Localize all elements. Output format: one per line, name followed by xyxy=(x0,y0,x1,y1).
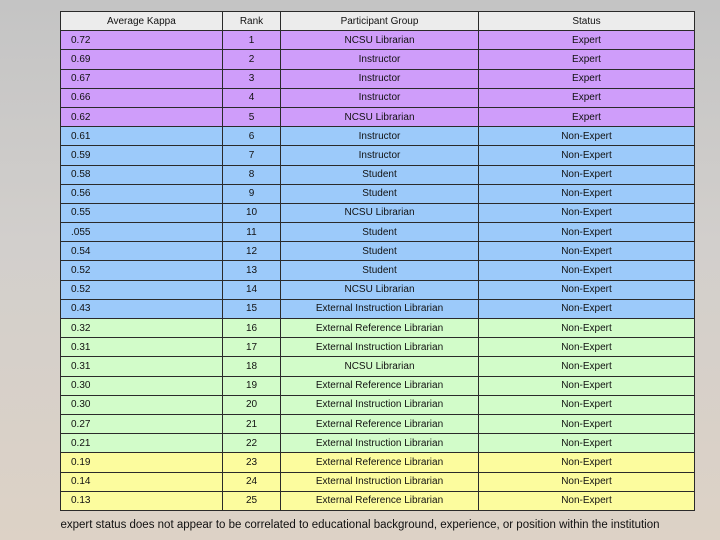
cell-average-kappa: 0.14 xyxy=(61,472,223,491)
cell-rank: 2 xyxy=(223,50,281,69)
cell-rank: 10 xyxy=(223,203,281,222)
cell-average-kappa: 0.19 xyxy=(61,453,223,472)
cell-status: Expert xyxy=(479,50,695,69)
table-row xyxy=(61,319,695,338)
cell-average-kappa: 0.56 xyxy=(61,184,223,203)
cell-rank: 16 xyxy=(223,319,281,338)
cell-rank: 7 xyxy=(223,146,281,165)
cell-average-kappa: 0.31 xyxy=(61,357,223,376)
table-row xyxy=(61,299,695,318)
cell-participant-group: External Reference Librarian xyxy=(281,376,479,395)
cell-participant-group: NCSU Librarian xyxy=(281,203,479,222)
table-row xyxy=(61,31,695,50)
cell-rank: 25 xyxy=(223,491,281,510)
table-row xyxy=(61,69,695,88)
cell-participant-group: External Reference Librarian xyxy=(281,491,479,510)
table-row xyxy=(61,165,695,184)
cell-average-kappa: 0.52 xyxy=(61,261,223,280)
caption-note: expert status does not appear to be correlated to educational background, experience, or position within the institution xyxy=(60,519,660,531)
cell-rank: 21 xyxy=(223,414,281,433)
cell-rank: 19 xyxy=(223,376,281,395)
cell-average-kappa: 0.66 xyxy=(61,88,223,107)
cell-average-kappa: 0.62 xyxy=(61,107,223,126)
cell-participant-group: NCSU Librarian xyxy=(281,280,479,299)
cell-status: Non-Expert xyxy=(479,434,695,453)
cell-participant-group: NCSU Librarian xyxy=(281,357,479,376)
cell-participant-group: External Reference Librarian xyxy=(281,414,479,433)
cell-participant-group: External Instruction Librarian xyxy=(281,299,479,318)
cell-status: Non-Expert xyxy=(479,472,695,491)
cell-participant-group: Student xyxy=(281,184,479,203)
cell-rank: 5 xyxy=(223,107,281,126)
cell-status: Non-Expert xyxy=(479,280,695,299)
cell-average-kappa: 0.69 xyxy=(61,50,223,69)
cell-status: Non-Expert xyxy=(479,223,695,242)
cell-average-kappa: 0.67 xyxy=(61,69,223,88)
table-row xyxy=(61,491,695,510)
cell-average-kappa: 0.52 xyxy=(61,280,223,299)
cell-rank: 6 xyxy=(223,127,281,146)
cell-rank: 11 xyxy=(223,223,281,242)
cell-average-kappa: 0.32 xyxy=(61,319,223,338)
table-row xyxy=(61,88,695,107)
cell-rank: 14 xyxy=(223,280,281,299)
cell-average-kappa: 0.43 xyxy=(61,299,223,318)
cell-rank: 8 xyxy=(223,165,281,184)
cell-status: Non-Expert xyxy=(479,261,695,280)
cell-participant-group: External Instruction Librarian xyxy=(281,472,479,491)
table-row xyxy=(61,261,695,280)
cell-status: Non-Expert xyxy=(479,453,695,472)
cell-status: Non-Expert xyxy=(479,338,695,357)
table-row xyxy=(61,338,695,357)
cell-rank: 24 xyxy=(223,472,281,491)
table-row xyxy=(61,280,695,299)
cell-status: Non-Expert xyxy=(479,242,695,261)
table-row xyxy=(61,50,695,69)
table-row xyxy=(61,395,695,414)
table-row xyxy=(61,453,695,472)
cell-rank: 17 xyxy=(223,338,281,357)
cell-participant-group: External Instruction Librarian xyxy=(281,434,479,453)
cell-status: Expert xyxy=(479,31,695,50)
cell-average-kappa: .055 xyxy=(61,223,223,242)
table-row xyxy=(61,376,695,395)
cell-status: Non-Expert xyxy=(479,376,695,395)
cell-participant-group: External Reference Librarian xyxy=(281,319,479,338)
cell-participant-group: NCSU Librarian xyxy=(281,31,479,50)
cell-status: Non-Expert xyxy=(479,146,695,165)
cell-participant-group: External Instruction Librarian xyxy=(281,338,479,357)
cell-average-kappa: 0.30 xyxy=(61,395,223,414)
cell-rank: 20 xyxy=(223,395,281,414)
cell-status: Non-Expert xyxy=(479,395,695,414)
table-row xyxy=(61,357,695,376)
cell-status: Non-Expert xyxy=(479,491,695,510)
cell-average-kappa: 0.30 xyxy=(61,376,223,395)
cell-status: Expert xyxy=(479,88,695,107)
cell-rank: 12 xyxy=(223,242,281,261)
cell-status: Non-Expert xyxy=(479,165,695,184)
cell-rank: 23 xyxy=(223,453,281,472)
header-average-kappa: Average Kappa xyxy=(61,12,223,31)
cell-participant-group: External Reference Librarian xyxy=(281,453,479,472)
table-row xyxy=(61,472,695,491)
cell-rank: 9 xyxy=(223,184,281,203)
cell-average-kappa: 0.13 xyxy=(61,491,223,510)
cell-participant-group: Instructor xyxy=(281,50,479,69)
cell-status: Non-Expert xyxy=(479,414,695,433)
cell-status: Non-Expert xyxy=(479,184,695,203)
cell-average-kappa: 0.59 xyxy=(61,146,223,165)
cell-participant-group: Student xyxy=(281,242,479,261)
cell-rank: 1 xyxy=(223,31,281,50)
cell-rank: 4 xyxy=(223,88,281,107)
table-row xyxy=(61,203,695,222)
table-body xyxy=(61,31,695,511)
table-row xyxy=(61,414,695,433)
cell-average-kappa: 0.54 xyxy=(61,242,223,261)
cell-average-kappa: 0.27 xyxy=(61,414,223,433)
cell-participant-group: Instructor xyxy=(281,146,479,165)
cell-participant-group: NCSU Librarian xyxy=(281,107,479,126)
table-row xyxy=(61,242,695,261)
table-row xyxy=(61,127,695,146)
cell-participant-group: Student xyxy=(281,165,479,184)
cell-average-kappa: 0.55 xyxy=(61,203,223,222)
cell-rank: 22 xyxy=(223,434,281,453)
cell-rank: 15 xyxy=(223,299,281,318)
cell-status: Non-Expert xyxy=(479,357,695,376)
cell-average-kappa: 0.61 xyxy=(61,127,223,146)
cell-participant-group: Student xyxy=(281,223,479,242)
cell-status: Non-Expert xyxy=(479,299,695,318)
cell-participant-group: Instructor xyxy=(281,69,479,88)
table-row xyxy=(61,146,695,165)
cell-rank: 13 xyxy=(223,261,281,280)
cell-rank: 18 xyxy=(223,357,281,376)
cell-status: Non-Expert xyxy=(479,319,695,338)
cell-average-kappa: 0.21 xyxy=(61,434,223,453)
cell-status: Non-Expert xyxy=(479,203,695,222)
table-row xyxy=(61,223,695,242)
cell-rank: 3 xyxy=(223,69,281,88)
cell-status: Expert xyxy=(479,69,695,88)
cell-status: Expert xyxy=(479,107,695,126)
cell-average-kappa: 0.31 xyxy=(61,338,223,357)
table-row xyxy=(61,184,695,203)
table-row xyxy=(61,434,695,453)
cell-status: Non-Expert xyxy=(479,127,695,146)
cell-average-kappa: 0.58 xyxy=(61,165,223,184)
table-header-row xyxy=(61,12,695,31)
header-rank: Rank xyxy=(223,12,281,31)
kappa-ranking-table xyxy=(60,11,695,511)
header-participant-group: Participant Group xyxy=(281,12,479,31)
cell-participant-group: Instructor xyxy=(281,127,479,146)
cell-average-kappa: 0.72 xyxy=(61,31,223,50)
cell-participant-group: Student xyxy=(281,261,479,280)
cell-participant-group: External Instruction Librarian xyxy=(281,395,479,414)
header-status: Status xyxy=(479,12,695,31)
table-row xyxy=(61,107,695,126)
cell-participant-group: Instructor xyxy=(281,88,479,107)
